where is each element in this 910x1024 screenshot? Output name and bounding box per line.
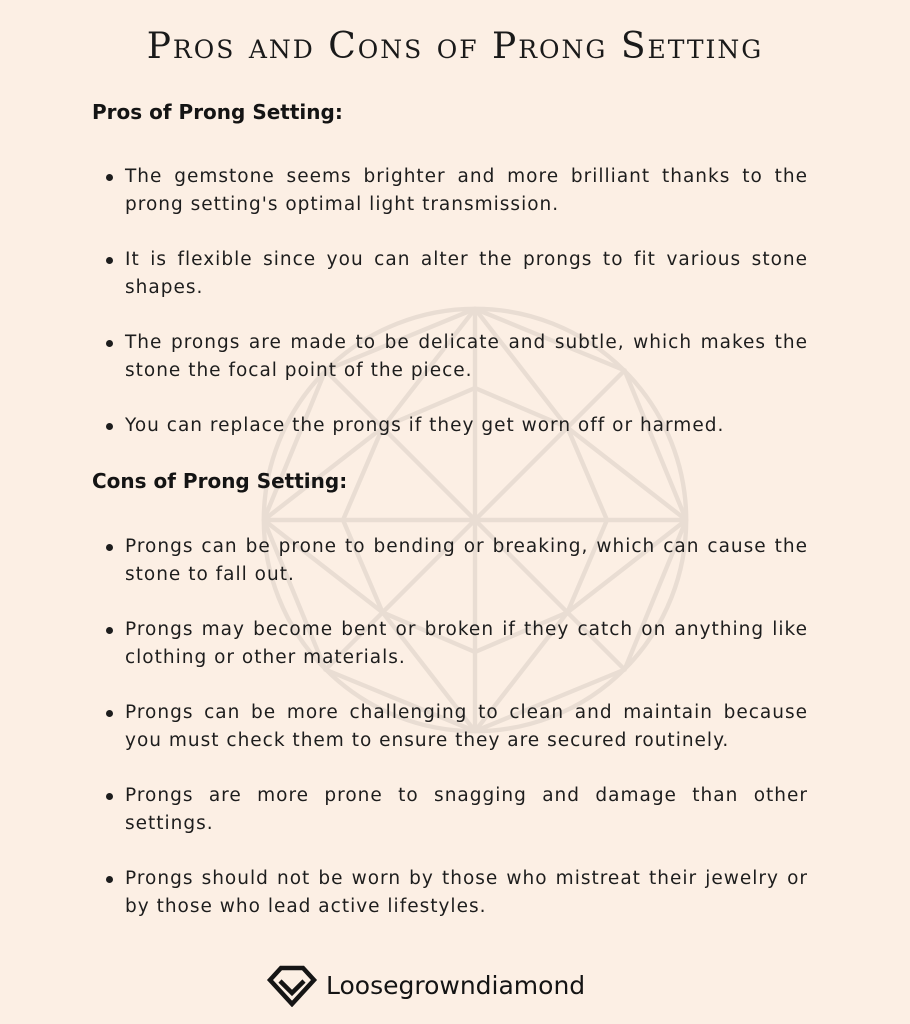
pros-item: It is flexible since you can alter the prongs to fit various stone shapes. xyxy=(104,246,808,302)
cons-heading: Cons of Prong Setting: xyxy=(92,469,348,493)
cons-item: Prongs should not be worn by those who mistreat their jewelry or by those who lead active lifestyles. xyxy=(104,865,808,921)
page-title: Pros and Cons of Prong Setting xyxy=(146,26,764,67)
cons-item: Prongs may become bent or broken if they catch on anything like clothing or other materials. xyxy=(104,616,808,672)
cons-list xyxy=(104,533,808,948)
diamond-logo-icon xyxy=(266,963,318,1007)
pros-list xyxy=(104,163,808,467)
cons-item: Prongs can be prone to bending or breaking, which can cause the stone to fall out. xyxy=(104,533,808,589)
brand-name: Loosegrowndiamond xyxy=(326,970,586,1000)
cons-item: Prongs can be more challenging to clean and maintain because you must check them to ensure they are secured routinely. xyxy=(104,699,808,755)
pros-item: The prongs are made to be delicate and subtle, which makes the stone the focal point of the piece. xyxy=(104,329,808,385)
pros-heading: Pros of Prong Setting: xyxy=(92,100,343,124)
cons-item: Prongs are more prone to snagging and damage than other settings. xyxy=(104,782,808,838)
brand-logo xyxy=(266,963,585,1007)
pros-item: The gemstone seems brighter and more brilliant thanks to the prong setting's optimal light transmission. xyxy=(104,163,808,219)
pros-item: You can replace the prongs if they get worn off or harmed. xyxy=(104,412,808,440)
